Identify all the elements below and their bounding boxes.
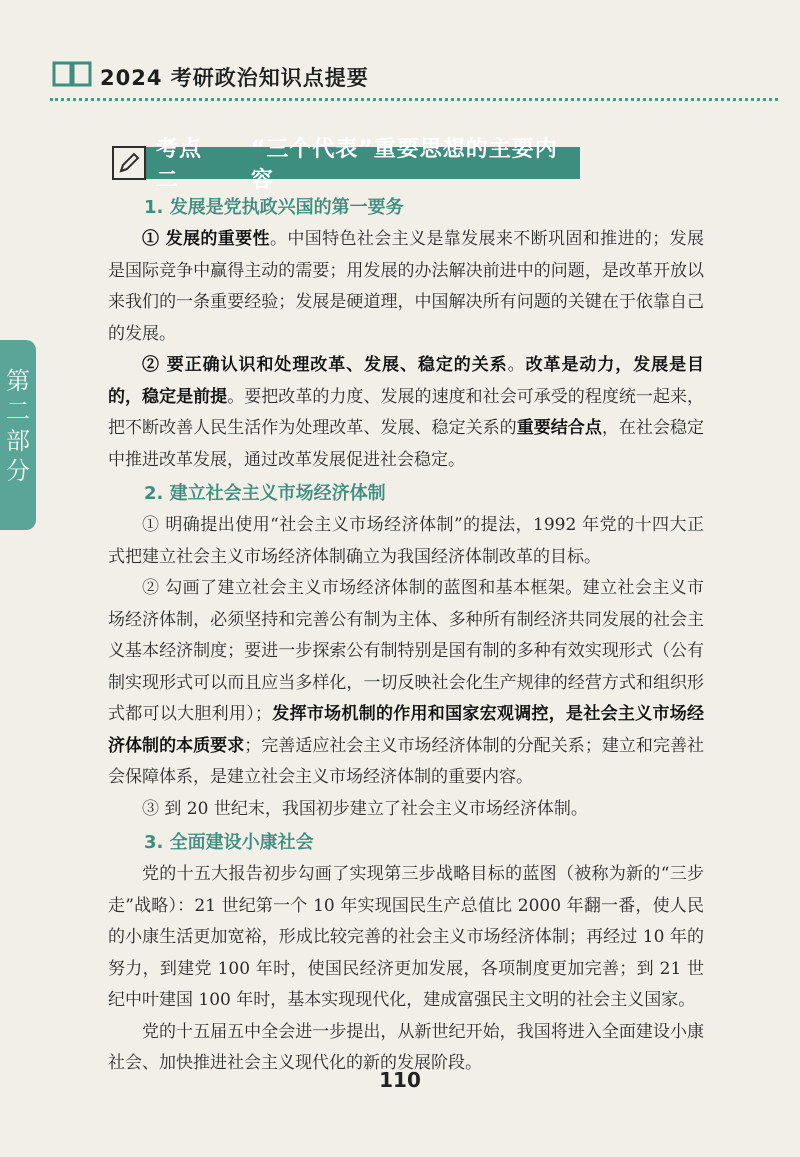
text: 。 <box>507 355 526 375</box>
part-side-tab <box>0 340 36 530</box>
side-tab-char: 分 <box>6 457 30 485</box>
paragraph: ① 明确提出使用“社会主义市场经济体制”的提法，1992 年党的十四大正式把建立社会主义市场经济体制确立为我国经济体制改革的目标。 <box>108 515 704 567</box>
paragraph: ③ 到 20 世纪末，我国初步建立了社会主义市场经济体制。 <box>142 798 588 819</box>
paragraph <box>108 573 704 794</box>
section-banner <box>112 137 580 193</box>
paragraph <box>108 224 704 350</box>
text: 。中国特色社会主义是靠发展来不断巩固和推进的；发展是国际竞争中赢得主动的需要；用发展的办法解决前进中的问题，是改革开放以来我们的一条重要经验；发展是硬道理，中国解决所有问题的关键在于依靠自己的发展。 <box>108 229 705 344</box>
main-content <box>108 190 704 1080</box>
bold-text: ① 发展的重要性 <box>142 229 270 249</box>
paragraph <box>108 350 704 476</box>
bold-text: 改革是动力，发展是目的，稳定是前提 <box>108 355 705 407</box>
text: ，在社会稳定中推进改革发展，通过改革发展促进社会稳定。 <box>108 418 705 470</box>
section-title: “三个代表”重要思想的主要内容 <box>250 137 558 193</box>
side-tab-char: 第 <box>6 367 30 395</box>
paragraph: 党的十五大报告初步勾画了实现第三步战略目标的蓝图（被称为新的“三步走”战略）：21 世纪第一个 10 年实现国民生产总值比 2000 年翻一番，使人民的小康生活更加宽裕，形成比较完善的社会主义市场经济体制；再经过 10 年的努力，到建党 100 年时，使国民经济更加发展，各项制度更加完善；到 21 世纪中叶建国 100 年时，基本实现现代化，建成富强民主文明的社会主义国家。 <box>108 864 704 1010</box>
bold-text: 重要结合点 <box>516 418 602 438</box>
side-tab-char: 部 <box>6 427 30 455</box>
text: 。要把改革的力度、发展的速度和社会可承受的程度统一起来，把不断改善人民生活作为处理改革、发展、稳定关系的 <box>108 386 705 438</box>
header-divider <box>50 98 778 101</box>
section-title-band <box>146 137 580 193</box>
bold-text: ② 要正确认识和处理改革、发展、稳定的关系 <box>142 355 508 375</box>
paragraph: 党的十五届五中全会进一步提出，从新世纪开始，我国将进入全面建设小康社会、加快推进社会主义现代化的新的发展阶段。 <box>108 1021 704 1073</box>
subheading: 1. 发展是党执政兴国的第一要务 <box>144 197 404 218</box>
subheading: 2. 建立社会主义市场经济体制 <box>144 483 386 504</box>
side-tab-char: 二 <box>6 397 30 425</box>
text: ② 勾画了建立社会主义市场经济体制的蓝图和基本框架。建立社会主义市场经济体制，必须坚持和完善公有制为主体、多种所有制经济共同发展的社会主义基本经济制度；要进一步探索公有制特别是国有制的多种有效实现形式（公有制实现形式可以而且应当多样化，一切反映社会化生产规律的经营方式和组织形式都可以大胆利用）； <box>108 578 704 724</box>
book-icon <box>52 60 92 88</box>
text: ；完善适应社会主义市场经济体制的分配关系；建立和完善社会保障体系，是建立社会主义市场经济体制的重要内容。 <box>108 735 705 787</box>
section-label: 考点二 <box>156 137 203 193</box>
page-number: 110 <box>379 1068 421 1092</box>
subheading: 3. 全面建设小康社会 <box>144 832 314 853</box>
header-title: 2024 考研政治知识点提要 <box>100 66 369 90</box>
bold-text: 发挥市场机制的作用和国家宏观调控，是社会主义市场经济体制的本质要求 <box>108 704 704 756</box>
pencil-icon <box>112 146 146 180</box>
